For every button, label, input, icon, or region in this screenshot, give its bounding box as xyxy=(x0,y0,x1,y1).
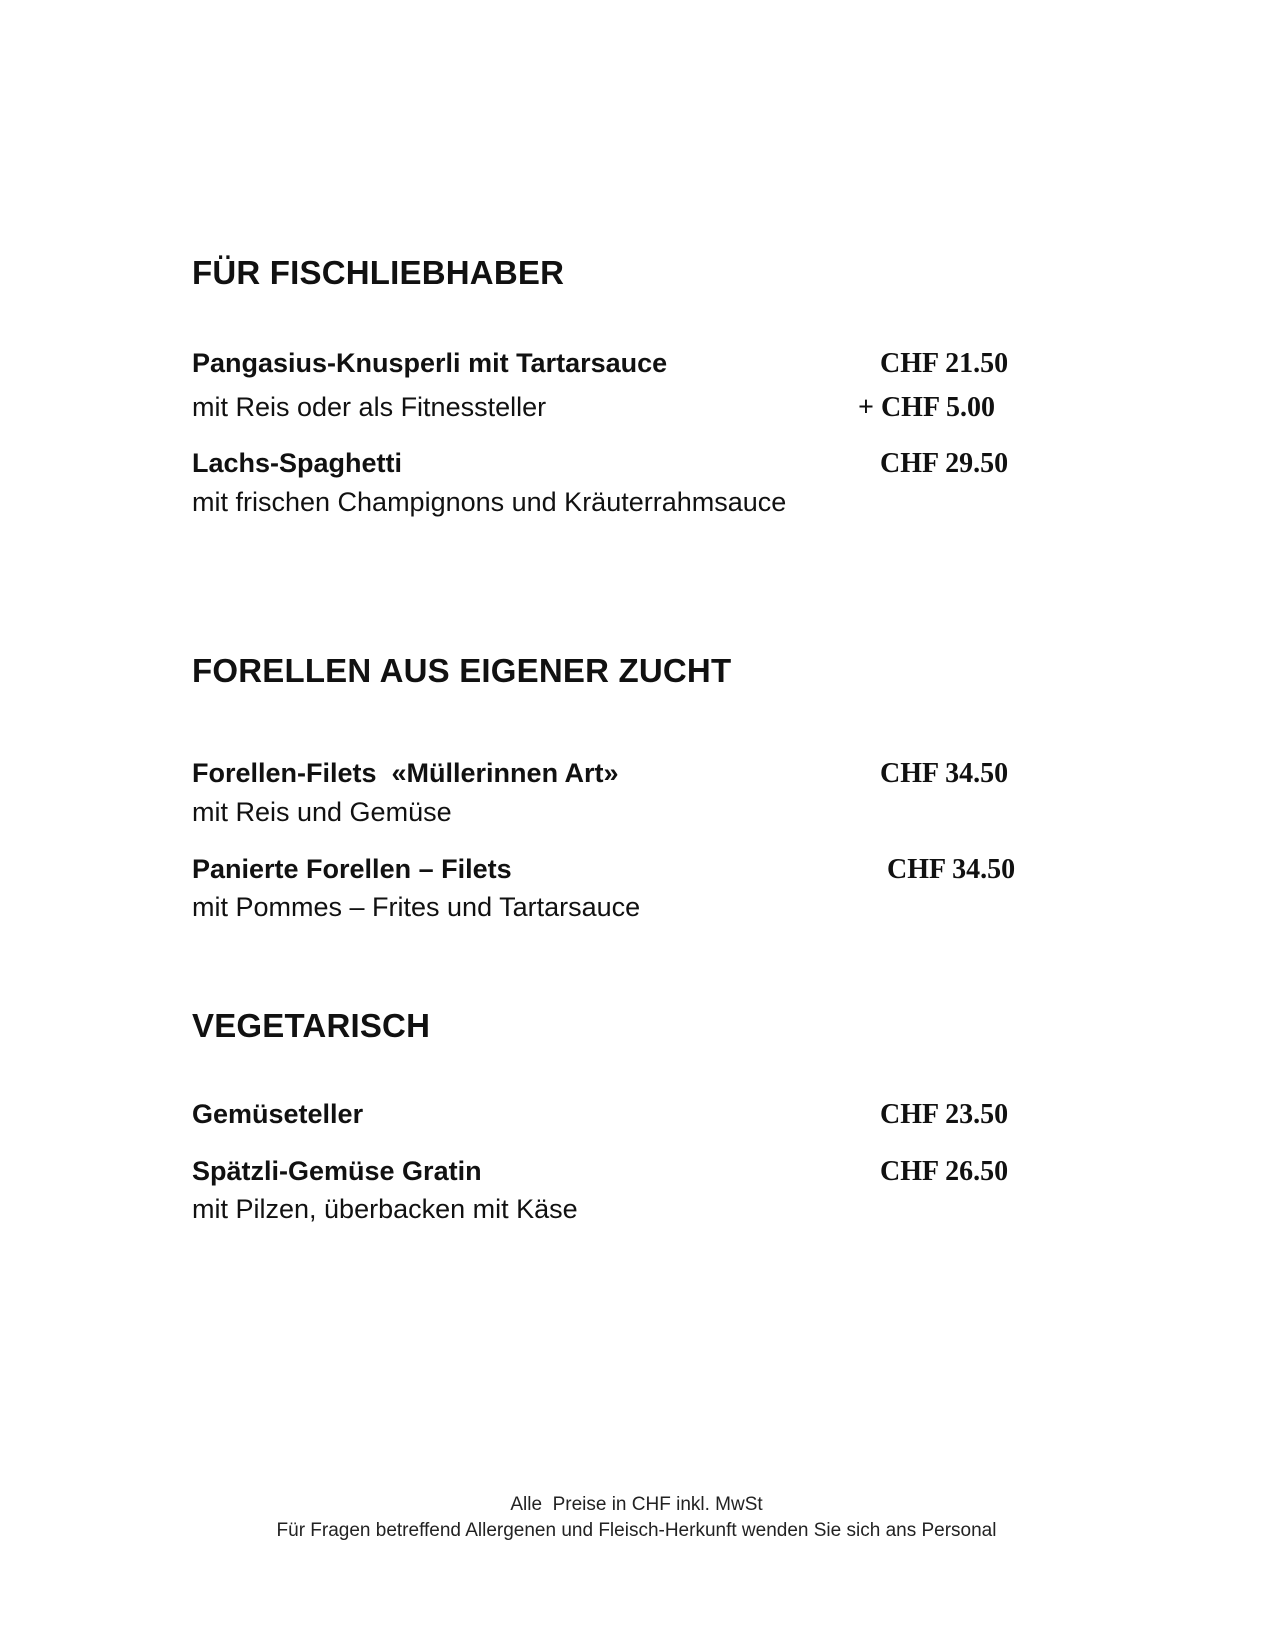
menu-item-description: mit Pommes – Frites und Tartarsauce xyxy=(192,892,641,922)
menu-item-price: CHF 29.50 xyxy=(880,448,1009,479)
menu-item-name: Gemüseteller xyxy=(192,1099,364,1129)
menu-item-description: mit Reis oder als Fitnessteller xyxy=(192,392,547,422)
menu-item-name: Forellen-Filets «Müllerinnen Art» xyxy=(192,758,619,788)
section-heading-vegetarisch: VEGETARISCH xyxy=(192,1007,431,1044)
menu-item-description: mit frischen Champignons und Kräuterrahmsauce xyxy=(192,487,787,517)
section-heading-forellen: FORELLEN AUS EIGENER ZUCHT xyxy=(192,652,732,689)
menu-item-description: mit Pilzen, überbacken mit Käse xyxy=(192,1194,578,1224)
footer-price-note: Alle Preise in CHF inkl. MwSt xyxy=(510,1494,763,1515)
menu-item-name: Spätzli-Gemüse Gratin xyxy=(192,1156,482,1186)
footer-allergen-note: Für Fragen betreffend Allergenen und Fleisch-Herkunft wenden Sie sich ans Personal xyxy=(276,1520,997,1541)
menu-item-name: Lachs-Spaghetti xyxy=(192,448,403,478)
menu-item-name: Panierte Forellen – Filets xyxy=(192,854,512,884)
menu-item-description: mit Reis und Gemüse xyxy=(192,797,452,827)
menu-item-price: CHF 26.50 xyxy=(880,1156,1009,1187)
menu-item-price: CHF 34.50 xyxy=(880,758,1009,789)
menu-item-price: CHF 34.50 xyxy=(887,854,1016,885)
section-heading-fischliebhaber: FÜR FISCHLIEBHABER xyxy=(192,254,565,291)
menu-item-surcharge: + CHF 5.00 xyxy=(858,392,996,423)
menu-item-name: Pangasius-Knusperli mit Tartarsauce xyxy=(192,348,668,378)
menu-item-price: CHF 23.50 xyxy=(880,1099,1009,1130)
menu-item-price: CHF 21.50 xyxy=(880,348,1009,379)
